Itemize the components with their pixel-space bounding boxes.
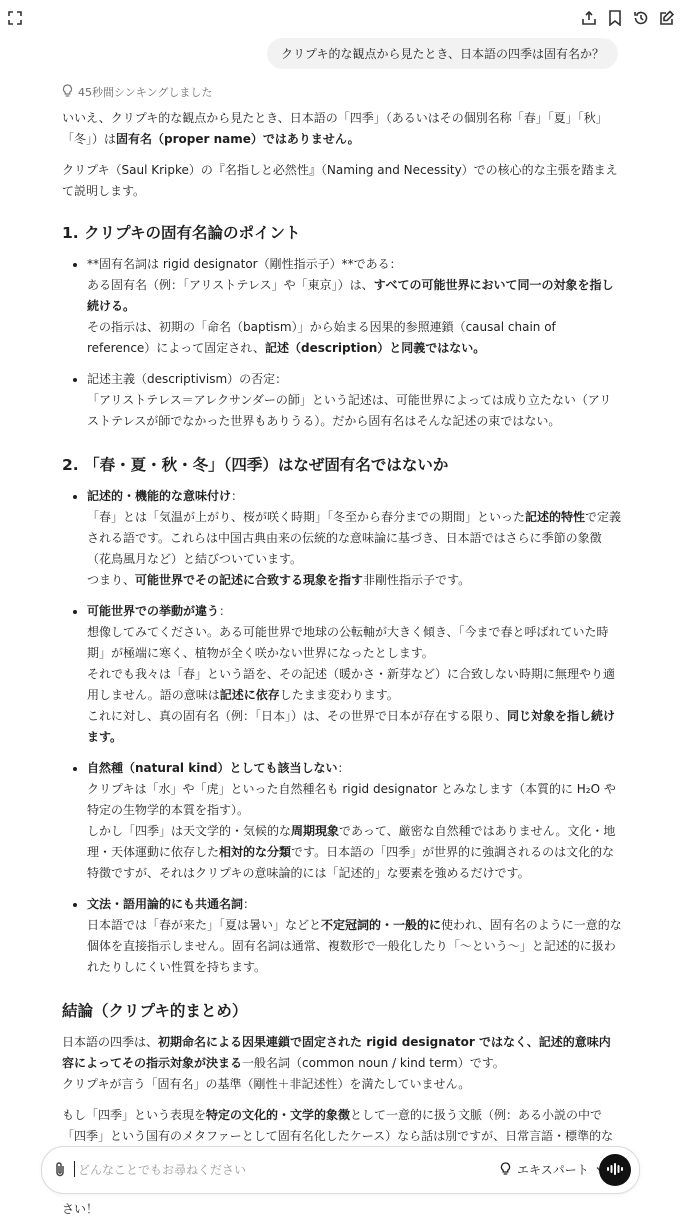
- share-icon[interactable]: [580, 9, 598, 27]
- section1-list: [62, 254, 622, 432]
- voice-mode-button[interactable]: [599, 1154, 631, 1186]
- thinking-indicator[interactable]: [62, 84, 212, 100]
- thinking-label: 45秒間シンキングしました: [78, 86, 213, 99]
- section2-list: [62, 486, 622, 978]
- intro-paragraph: いいえ、クリプキ的な観点から見たとき、日本語の「四季」（あるいはその個別名称「春」「夏」「秋」「冬」）は固有名（proper name）ではありません。: [62, 111, 608, 146]
- text-caret: [74, 1161, 75, 1177]
- history-icon[interactable]: [632, 9, 650, 27]
- conclusion-paragraph-2: もし「四季」という表現を特定の文化的・文学的象徴として一意的に扱う文脈（例：ある小説の中で「四季」という国有のメタファーとして固有名化したケース）なら話は別ですが、日常言語・標準的な: [62, 1108, 614, 1143]
- list-item: • 記述的・機能的な意味付け： 「春」とは「気温が上がり、桜が咲く時期」「冬至から春分までの期間」といった記述的特性で定義される語です。これらは中国古典由来の伝統的な意味論に基づき、日本語ではさらに季節の象徴（花鳥風月など）と結びついています。 つまり、可能世界でその記述に合致する現象を指す非剛性指示子です。: [87, 486, 622, 591]
- list-item: • 自然種（natural kind）としても該当しない： クリプキは「水」や「虎」といった自然種名も rigid designator とみなします（本質的に H₂O や特定の生物学的本質を指す）。 しかし「四季」は天文学的・気候的な周期現象であって、厳密な自然種ではありません。文化・地理・天体運動に依存した相対的な分類です。日本語の「四季」が世界的に強調されるのは文化的な特徴ですが、それはクリプキの意味論的には「記述的」な要素を強めるだけです。: [87, 758, 622, 884]
- intro-paragraph-2: クリプキ（Saul Kripke）の『名指しと必然性』（Naming and Necessity）での核心的な主張を踏まえて説明します。: [62, 163, 618, 198]
- list-item: • 記述主義（descriptivism）の否定： 「アリストテレス＝アレクサンダーの師」という記述は、可能世界によっては成り立たない（アリストテレスが師でなかった世界もありうる）。だから固有名はそんな記述の束ではない。: [87, 369, 622, 432]
- assistant-response: [62, 108, 622, 1230]
- message-input[interactable]: [76, 1159, 460, 1181]
- list-item: • **固有名詞は rigid designator（剛性指示子）**である： ある固有名（例：「アリストテレス」や「東京」）は、すべての可能世界において同一の対象を指し続ける。 その指示は、初期の「命名（baptism）」から始まる因果的参照連鎖（causal chain of reference）によって固定され、記述（description）と同義ではない。: [87, 254, 622, 359]
- lightbulb-icon: [500, 1162, 511, 1178]
- conclusion-paragraph-1: 日本語の四季は、初期命名による因果連鎖で固定された rigid designator ではなく、記述的意味内容によってその指示対象が決まる一般名詞（common noun / kind term）です。 クリプキが言う「固有名」の基準（剛性＋非記述性）を満たしていません。: [62, 1035, 611, 1091]
- expand-icon[interactable]: [6, 9, 24, 27]
- bookmark-icon[interactable]: [606, 9, 624, 27]
- list-item: • 文法・語用論的にも共通名詞： 日本語では「春が来た」「夏は暑い」などと不定冠詞的・一般的に使われ、固有名のように一意的な個体を直接指示しません。固有名詞は通常、複数形で一般化したり「〜という〜」と記述的に扱われたりしにくい性質を持ちます。: [87, 894, 622, 978]
- attach-icon[interactable]: [54, 1161, 66, 1180]
- section-heading-1: 1. クリプキの固有名論のポイント: [62, 224, 301, 242]
- section-heading-3: 結論（クリプキ的まとめ）: [62, 1002, 248, 1020]
- section-heading-2: 2. 「春・夏・秋・冬」（四季）はなぜ固有名ではないか: [62, 456, 449, 474]
- user-message: クリプキ的な観点から見たとき、日本語の四季は固有名か？: [267, 38, 618, 69]
- new-chat-icon[interactable]: [658, 9, 676, 27]
- mode-label: エキスパート: [517, 1163, 589, 1177]
- lightbulb-icon: [62, 84, 73, 100]
- mode-selector[interactable]: [500, 1161, 605, 1178]
- list-item: • 可能世界での挙動が違う： 想像してみてください。ある可能世界で地球の公転軸が大きく傾き、「今まで春と呼ばれていた時期」が極端に寒く、植物が全く咲かない世界になったとします。 それでも我々は「春」という語を、その記述（暖かさ・新芽など）に合致しない時期に無理やり適用しません。語の意味は記述に依存したまま変わります。 これに対し、真の固有名（例：「日本」）は、その世界で日本が存在する限り、同じ対象を指し続けます。: [87, 601, 622, 748]
- conclusion-paragraph-3: さい！: [62, 1202, 99, 1216]
- top-bar: [0, 0, 688, 36]
- message-composer: [41, 1146, 640, 1194]
- waveform-icon: [606, 1162, 624, 1179]
